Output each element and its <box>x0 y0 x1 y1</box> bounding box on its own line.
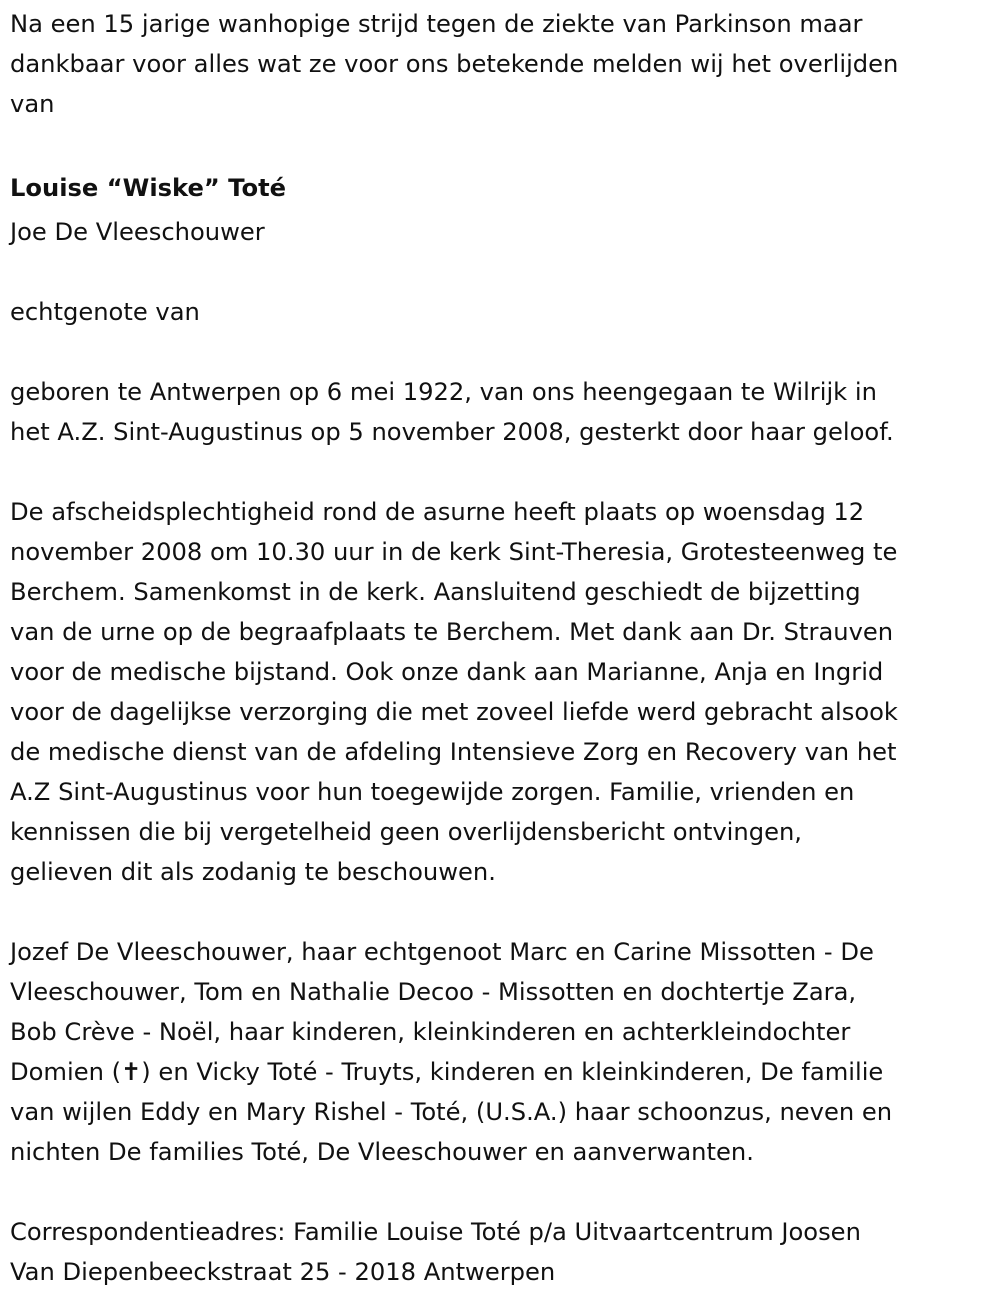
text-line: voor de dagelijkse verzorging die met zoveel liefde werd gebracht alsook <box>10 698 898 726</box>
birth-death-paragraph <box>10 372 990 452</box>
text-line: dankbaar voor alles wat ze voor ons betekende melden wij het overlijden <box>10 50 899 78</box>
text-line: Vleeschouwer, Tom en Nathalie Decoo - Missotten en dochtertje Zara, <box>10 978 857 1006</box>
text-line: Bob Crève - Noël, haar kinderen, kleinkinderen en achterkleindochter <box>10 1018 851 1046</box>
text-line: kennissen die bij vergetelheid geen overlijdensbericht ontvingen, <box>10 818 802 846</box>
text-line: geboren te Antwerpen op 6 mei 1922, van ons heengegaan te Wilrijk in <box>10 378 877 406</box>
ceremony-paragraph <box>10 492 990 892</box>
text-line: De afscheidsplechtigheid rond de asurne heeft plaats op woensdag 12 <box>10 498 865 526</box>
text-line: van wijlen Eddy en Mary Rishel - Toté, (U.S.A.) haar schoonzus, neven en <box>10 1098 893 1126</box>
text-line: voor de medische bijstand. Ook onze dank aan Marianne, Anja en Ingrid <box>10 658 884 686</box>
deceased-name: Louise “Wiske” Toté <box>10 174 287 202</box>
text-line: van de urne op de begraafplaats te Berchem. Met dank aan Dr. Strauven <box>10 618 894 646</box>
text-line: Na een 15 jarige wanhopige strijd tegen de ziekte van Parkinson maar <box>10 10 863 38</box>
text-line: nichten De families Toté, De Vleeschouwer en aanverwanten. <box>10 1138 754 1166</box>
text-line: Berchem. Samenkomst in de kerk. Aansluitend geschiedt de bijzetting <box>10 578 861 606</box>
text-line: de medische dienst van de afdeling Intensieve Zorg en Recovery van het <box>10 738 897 766</box>
intro-paragraph <box>10 4 990 124</box>
text-line: Van Diepenbeeckstraat 25 - 2018 Antwerpen <box>10 1258 556 1286</box>
text-line: Correspondentieadres: Familie Louise Toté p/a Uitvaartcentrum Joosen <box>10 1218 861 1246</box>
spouse-name: Joe De Vleeschouwer <box>10 218 265 246</box>
obituary-document <box>10 4 990 1292</box>
text-line: A.Z Sint-Augustinus voor hun toegewijde zorgen. Familie, vrienden en <box>10 778 855 806</box>
text-line: Domien (✝) en Vicky Toté - Truyts, kinderen en kleinkinderen, De familie <box>10 1058 884 1086</box>
text-line: gelieven dit als zodanig te beschouwen. <box>10 858 496 886</box>
family-paragraph <box>10 932 990 1172</box>
text-line: van <box>10 90 55 118</box>
relation-text: echtgenote van <box>10 298 200 326</box>
correspondence-paragraph <box>10 1212 990 1292</box>
text-line: het A.Z. Sint-Augustinus op 5 november 2008, gesterkt door haar geloof. <box>10 418 894 446</box>
text-line: november 2008 om 10.30 uur in de kerk Sint-Theresia, Grotesteenweg te <box>10 538 898 566</box>
text-line: Jozef De Vleeschouwer, haar echtgenoot Marc en Carine Missotten - De <box>10 938 874 966</box>
